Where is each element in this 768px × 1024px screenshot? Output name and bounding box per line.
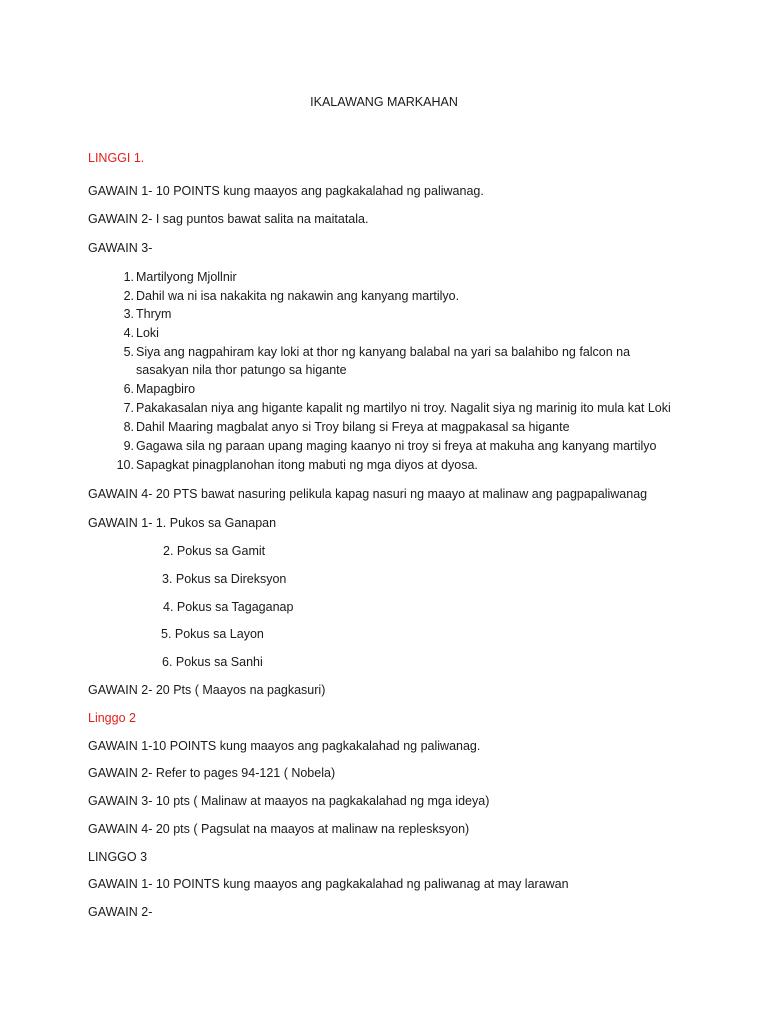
list-item: Sapagkat pinagplanohan itong mabuti ng mga diyos at dyosa. (136, 458, 478, 472)
week3-gawain2: GAWAIN 2- (88, 905, 153, 919)
week2-heading: Linggo 2 (88, 711, 136, 725)
list-item: Mapagbiro (136, 382, 196, 396)
week2-gawain4: GAWAIN 4- 20 pts ( Pagsulat na maayos at malinaw na replesksyon) (88, 822, 470, 836)
week2-gawain3: GAWAIN 3- 10 pts ( Malinaw at maayos na pagkakalahad ng mga ideya) (88, 794, 490, 808)
list-item: Loki (136, 326, 159, 340)
list-number: 2. (123, 289, 134, 303)
list-number: 7. (123, 401, 134, 415)
list-item-continuation: sasakyan nila thor patungo sa higante (136, 363, 347, 377)
list-number: 10. (116, 458, 134, 472)
list-item: Martilyong Mjollnir (136, 270, 237, 284)
week1-gawain2-pts: GAWAIN 2- 20 Pts ( Maayos na pagkasuri) (88, 683, 326, 697)
document-title: IKALAWANG MARKAHAN (310, 95, 458, 109)
week1-gawain4: GAWAIN 4- 20 PTS bawat nasuring pelikula kapag nasuri ng maayo at malinaw ang pagpapaliwanag (88, 487, 648, 501)
week1-gawain2: GAWAIN 2- I sag puntos bawat salita na maitatala. (88, 212, 369, 226)
week1-gawain1: GAWAIN 1- 10 POINTS kung maayos ang pagkakalahad ng paliwanag. (88, 184, 484, 198)
list-number: 5. (123, 345, 134, 359)
week2-gawain2: GAWAIN 2- Refer to pages 94-121 ( Nobela) (88, 766, 336, 780)
week3-heading: LINGGO 3 (88, 850, 148, 864)
list-number: 8. (123, 420, 134, 434)
list-item: Gagawa sila ng paraan upang maging kaanyo ni troy si freya at makuha ang kanyang martilyo (136, 439, 657, 453)
pokus-item: 6. Pokus sa Sanhi (162, 655, 263, 669)
list-number: 4. (123, 326, 134, 340)
list-number: 9. (123, 439, 134, 453)
list-item: Dahil wa ni isa nakakita ng nakawin ang kanyang martilyo. (136, 289, 460, 303)
pokus-item: 2. Pokus sa Gamit (163, 544, 266, 558)
list-number: 1. (123, 270, 134, 284)
list-item: Dahil Maaring magbalat anyo si Troy bilang si Freya at magpakasal sa higante (136, 420, 570, 434)
pokus-item: 3. Pokus sa Direksyon (162, 572, 287, 586)
week3-gawain1: GAWAIN 1- 10 POINTS kung maayos ang pagkakalahad ng paliwanag at may larawan (88, 877, 569, 891)
week1-gawain3: GAWAIN 3- (88, 241, 153, 255)
week1-heading: LINGGI 1. (88, 151, 145, 165)
pokus-item: 5. Pokus sa Layon (161, 627, 264, 641)
list-number: 6. (123, 382, 134, 396)
list-item: Siya ang nagpahiram kay loki at thor ng kanyang balabal na yari sa balahibo ng falcon na (136, 345, 631, 359)
list-item: Pakakasalan niya ang higante kapalit ng martilyo ni troy. Nagalit siya ng marinig ito mula kat Loki (136, 401, 671, 415)
week2-gawain1: GAWAIN 1-10 POINTS kung maayos ang pagkakalahad ng paliwanag. (88, 739, 481, 753)
list-item: Thrym (136, 307, 172, 321)
list-number: 3. (123, 307, 134, 321)
week1-gawain1-pokus: GAWAIN 1- 1. Pukos sa Ganapan (88, 516, 277, 530)
pokus-item: 4. Pokus sa Tagaganap (163, 600, 294, 614)
